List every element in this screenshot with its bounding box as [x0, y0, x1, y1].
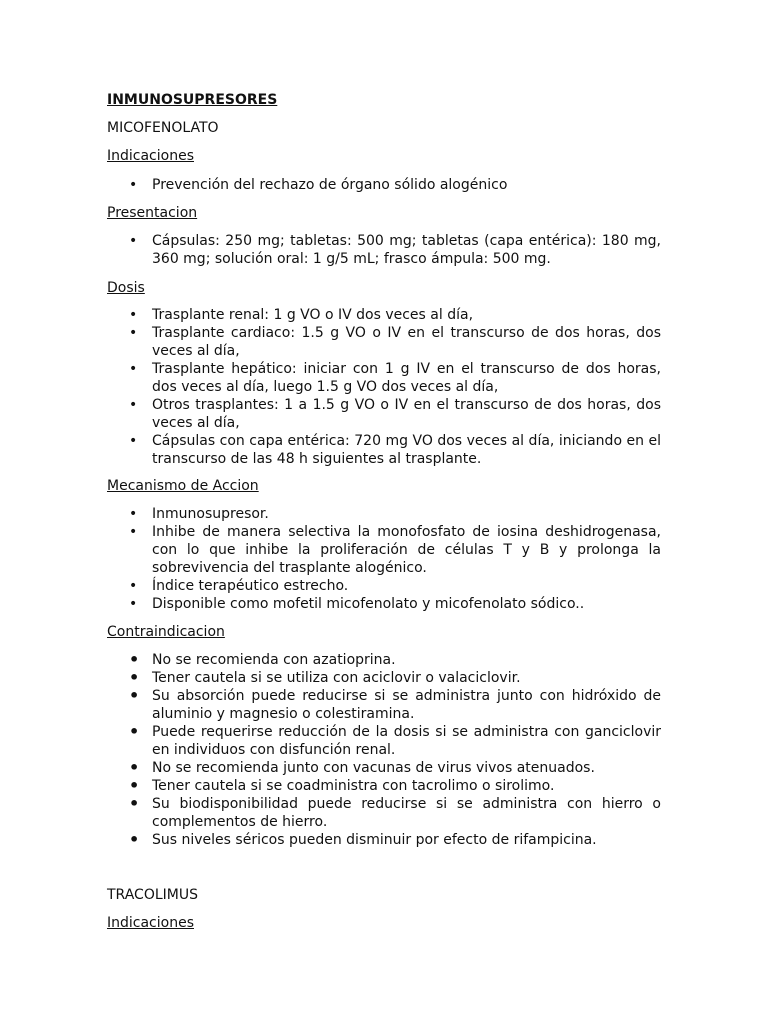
list-item: • Inhibe de manera selectiva la monofosfato de iosina deshidrogenasa, con lo que inhibe la proliferación de células T y B y prolonga la sobrevivencia del trasplante alogénico. — [107, 523, 661, 577]
heading-indicaciones-2: Indicaciones — [107, 915, 194, 931]
list-item: • Índice terapéutico estrecho. — [107, 577, 661, 595]
indicaciones-list — [107, 176, 661, 194]
list-item: • No se recomienda con azatioprina. — [107, 651, 661, 669]
list-item: • Tener cautela si se coadministra con tacrolimo o sirolimo. — [107, 777, 661, 795]
contraindicacion-list — [107, 651, 661, 849]
list-item: • Puede requerirse reducción de la dosis si se administra con ganciclovir en individuos con disfunción renal. — [107, 723, 661, 759]
list-item: • Su biodisponibilidad puede reducirse si se administra con hierro o complementos de hierro. — [107, 795, 661, 831]
list-item: • Otros trasplantes: 1 a 1.5 g VO o IV en el transcurso de dos horas, dos veces al día, — [107, 396, 661, 432]
dosis-list — [107, 306, 661, 468]
mecanismo-list — [107, 505, 661, 613]
list-item: • Trasplante renal: 1 g VO o IV dos veces al día, — [107, 306, 661, 324]
list-item: • Trasplante cardiaco: 1.5 g VO o IV en el transcurso de dos horas, dos veces al día, — [107, 324, 661, 360]
list-item: • Tener cautela si se utiliza con aciclovir o valaciclovir. — [107, 669, 661, 687]
list-item: • Su absorción puede reducirse si se administra junto con hidróxido de aluminio y magnesio o colestiramina. — [107, 687, 661, 723]
heading-dosis: Dosis — [107, 280, 145, 296]
heading-presentacion: Presentacion — [107, 205, 198, 221]
presentacion-list — [107, 232, 661, 268]
document-title: INMUNOSUPRESORES — [107, 92, 278, 108]
heading-mecanismo: Mecanismo de Accion — [107, 478, 259, 494]
drug-name-micofenolato: MICOFENOLATO — [107, 120, 219, 136]
list-item: • Prevención del rechazo de órgano sólido alogénico — [107, 176, 661, 194]
list-item: • No se recomienda junto con vacunas de virus vivos atenuados. — [107, 759, 661, 777]
list-item: • Inmunosupresor. — [107, 505, 661, 523]
list-item: • Sus niveles séricos pueden disminuir por efecto de rifampicina. — [107, 831, 661, 849]
list-item: • Disponible como mofetil micofenolato y micofenolato sódico.. — [107, 595, 661, 613]
list-item: • Cápsulas: 250 mg; tabletas: 500 mg; tabletas (capa entérica): 180 mg, 360 mg; solución oral: 1 g/5 mL; frasco ámpula: 500 mg. — [107, 232, 661, 268]
list-item: • Cápsulas con capa entérica: 720 mg VO dos veces al día, iniciando en el transcurso de las 48 h siguientes al trasplante. — [107, 432, 661, 468]
list-item: • Trasplante hepático: iniciar con 1 g IV en el transcurso de dos horas, dos veces al día, luego 1.5 g VO dos veces al día, — [107, 360, 661, 396]
heading-indicaciones: Indicaciones — [107, 148, 194, 164]
heading-contraindicacion: Contraindicacion — [107, 624, 225, 640]
drug-name-tracolimus: TRACOLIMUS — [107, 887, 198, 903]
